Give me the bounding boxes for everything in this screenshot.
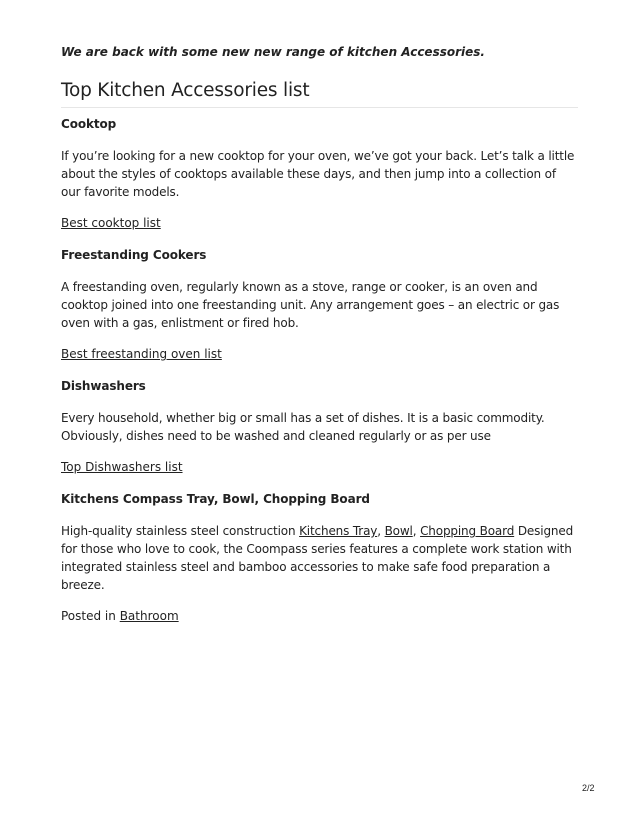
top-dishwashers-list-link[interactable]: Top Dishwashers list (61, 460, 183, 474)
section-body: A freestanding oven, regularly known as a stove, range or cooker, is an oven and cooktop joined into one freestanding unit. Any arrangement goes – an electric or gas oven with a gas, enlistment or fired hob. (61, 280, 560, 330)
bowl-link[interactable]: Bowl (384, 524, 413, 538)
section-freestanding-cookers (61, 246, 578, 363)
kitchens-tray-link[interactable]: Kitchens Tray (299, 524, 378, 538)
article-content (61, 115, 578, 625)
section-link-line (61, 345, 578, 363)
section-body: Every household, whether big or small has a set of dishes. It is a basic commodity. Obviously, dishes need to be washed and cleaned regularly or as per use (61, 411, 545, 443)
category-bathroom-link[interactable]: Bathroom (119, 609, 179, 623)
title-divider (61, 107, 578, 108)
section-dishwashers (61, 377, 578, 476)
separator-text: , (377, 524, 385, 538)
section-body: If you’re looking for a new cooktop for your oven, we’ve got your back. Let’s talk a little about the styles of cooktops available these days, and then jump into a collection of our favorite models. (61, 149, 575, 199)
section-link-line (61, 458, 578, 476)
separator-text: , (412, 524, 421, 538)
section-heading: Dishwashers (61, 379, 146, 393)
intro-text: We are back with some new new range of kitchen Accessories. (61, 45, 485, 59)
best-freestanding-oven-list-link[interactable]: Best freestanding oven list (61, 347, 222, 361)
section-link-line (61, 214, 578, 232)
section-compass-tray (61, 490, 578, 594)
section-body (61, 522, 578, 594)
best-cooktop-list-link[interactable]: Best cooktop list (61, 216, 161, 230)
section-heading: Kitchens Compass Tray, Bowl, Chopping Board (61, 492, 370, 506)
section-heading: Cooktop (61, 117, 117, 131)
body-end-text: Designed for those who love to cook, the Coompass series features a complete work station with integrated stainless steel and bamboo accessories to make safe food preparation a breeze. (61, 524, 574, 592)
page-number: 2/2 (582, 783, 595, 793)
chopping-board-link[interactable]: Chopping Board (420, 524, 515, 538)
section-cooktop (61, 115, 578, 232)
posted-in-label: Posted in (61, 609, 120, 623)
posted-in-line (61, 607, 578, 625)
section-heading: Freestanding Cookers (61, 248, 207, 262)
page-title: Top Kitchen Accessories list (61, 80, 310, 101)
body-start-text: High-quality stainless steel construction (61, 524, 300, 538)
